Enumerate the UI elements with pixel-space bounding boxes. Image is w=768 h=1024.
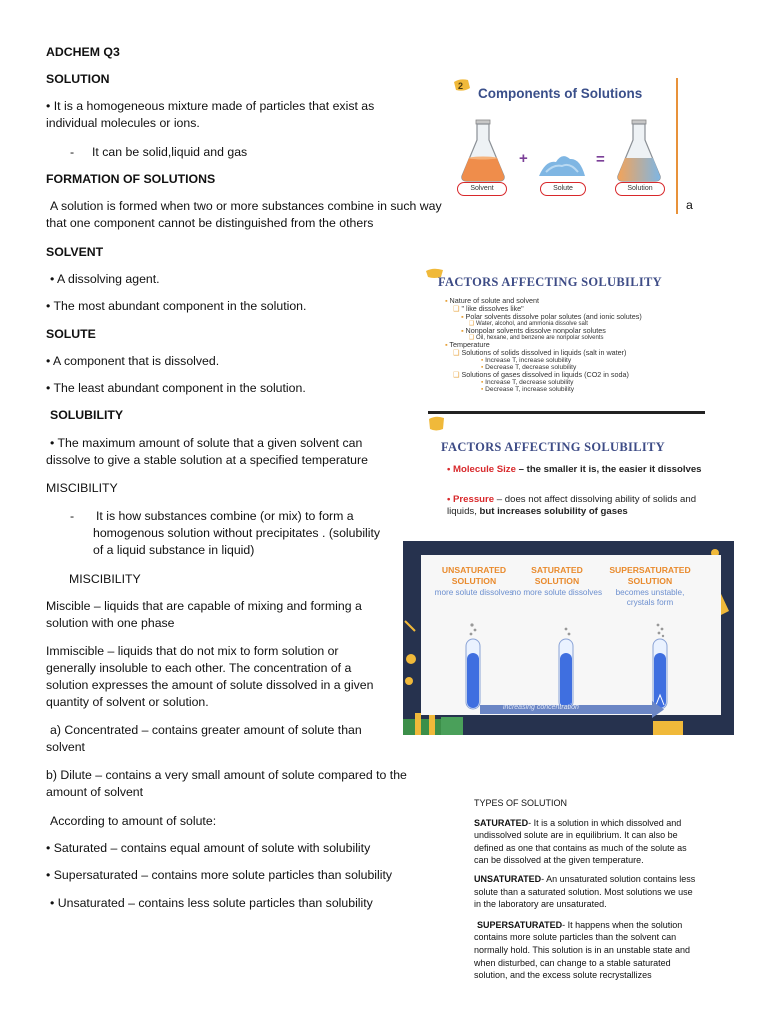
factor-line: ❑ Water, alcohol, and ammonia dissolve salt bbox=[469, 321, 588, 327]
arrow-head-icon bbox=[652, 701, 664, 718]
solubility-text: • The maximum amount of solute that a given solvent can dissolve to give a stable solution at a specified temperature bbox=[46, 436, 368, 467]
slide-top-bar bbox=[428, 411, 705, 414]
factor-line: ▪ Increase T, decrease solubility bbox=[481, 379, 574, 386]
factors-slide-2 bbox=[428, 410, 705, 540]
unsaturated-point: • Unsaturated – contains less solute particles than solubility bbox=[50, 896, 373, 910]
factor-line: ▪ Decrease T, increase solubility bbox=[481, 386, 575, 393]
solute-label: Solute bbox=[540, 182, 586, 196]
molecule-size-point: • Molecule Size – the smaller it is, the easier it dissolves bbox=[447, 464, 702, 475]
supersaturated-sub: becomes unstable, crystals form bbox=[615, 588, 685, 607]
miscibility-text: It is how substances combine (or mix) to form a homogenous solution without precipitates . (solubility of a liquid substance in liquid) bbox=[93, 509, 381, 557]
dilute-text: b) Dilute – contains a very small amount of solute compared to the amount of solvent bbox=[46, 768, 407, 799]
miscible-text: Miscible – liquids that are capable of mixing and forming a solution with one phase bbox=[46, 599, 362, 630]
solvent-point-2: • The most abundant component in the solution. bbox=[46, 299, 307, 313]
slide-title: FACTORS AFFECTING SOLUBILITY bbox=[438, 275, 662, 289]
solvent-flask-icon bbox=[458, 118, 508, 184]
slide-corner-icon bbox=[452, 76, 474, 98]
heading-miscibility: MISCIBILITY bbox=[46, 481, 118, 495]
equals-icon bbox=[595, 151, 609, 167]
heading-solvent: SOLVENT bbox=[46, 245, 104, 259]
solvent-label: Solvent bbox=[457, 182, 507, 196]
factor-line: ▪ Increase T, increase solubility bbox=[481, 357, 572, 364]
unsaturated-title: UNSATURATED SOLUTION bbox=[441, 565, 507, 586]
divider-line bbox=[676, 78, 678, 214]
factor-line: ▪ Decrease T, decrease solubility bbox=[481, 364, 577, 371]
factor-line: ❑ " like dissolves like" bbox=[453, 304, 524, 313]
heading-solute: SOLUTE bbox=[46, 327, 96, 341]
solute-pile-icon bbox=[536, 150, 588, 180]
saturated-title: SATURATED SOLUTION bbox=[531, 565, 583, 586]
saturated-sub: no more solute dissolves bbox=[511, 588, 603, 597]
factor-line: ❑ Solutions of solids dissolved in liquids (salt in water) bbox=[453, 348, 627, 357]
saturated-definition: SATURATED- It is a solution in which dissolved and undissolved solute are in equilibrium. It can also be defined as one that contains as much of the solute as can be dissolved at the given temperature. bbox=[474, 817, 687, 866]
dash-marker: - bbox=[70, 145, 75, 159]
plus-icon bbox=[518, 150, 532, 166]
supersaturated-point: • Supersaturated – contains more solute particles than solubility bbox=[46, 868, 393, 882]
solution-definition: • It is a homogeneous mixture made of particles that exist as individual molecules or ions. bbox=[46, 99, 375, 130]
saturated-point: • Saturated – contains equal amount of solute with solubility bbox=[46, 841, 371, 855]
concentrated-text: a) Concentrated – contains greater amount of solute than solvent bbox=[46, 723, 362, 754]
supersaturated-definition: SUPERSATURATED- It happens when the solution contains more solute particles than the solvent can normally hold. This solution is in an unstable state and when disturbed, can change to a stable saturated solution, and the excess solute recrystallizes bbox=[474, 919, 690, 981]
pressure-point: • Pressure – does not affect dissolving ability of solids and liquids, but increases solubility of gases bbox=[447, 494, 697, 517]
components-slide bbox=[452, 76, 678, 208]
side-letter: a bbox=[686, 198, 693, 212]
factor-line: ❑ Solutions of gases dissolved in liquids (CO2 in soda) bbox=[453, 370, 629, 379]
immiscible-text: Immiscible – liquids that do not mix to form solution or generally insoluble to each other. The concentration of a solution expresses the amount of solute dissolved in a given quantity of solvent or solution. bbox=[46, 644, 374, 709]
solute-point-1: • A component that is dissolved. bbox=[46, 354, 220, 368]
svg-text:2: 2 bbox=[458, 81, 464, 91]
heading-miscibility-2: MISCIBILITY bbox=[69, 572, 141, 586]
types-heading: TYPES OF SOLUTION bbox=[474, 798, 568, 808]
svg-text:=: = bbox=[596, 151, 605, 167]
svg-text:+: + bbox=[519, 150, 528, 166]
factor-line: ▪ Polar solvents dissolve polar solutes (and ionic solutes) bbox=[461, 312, 642, 321]
heading-solubility: SOLUBILITY bbox=[50, 408, 124, 422]
formation-text: A solution is formed when two or more substances combine in such way that one component cannot be distinguished from the others bbox=[46, 199, 442, 230]
unsaturated-definition: UNSATURATED- An unsaturated solution contains less solute than a saturated solution. Most solutions we use in the laboratory are unsaturated. bbox=[474, 873, 696, 910]
types-of-solution bbox=[474, 797, 700, 982]
solution-states: It can be solid,liquid and gas bbox=[92, 145, 248, 159]
factor-line: ❑ Oil, hexane, and benzene are nonpolar solvents bbox=[469, 335, 604, 341]
doc-title: ADCHEM Q3 bbox=[46, 45, 120, 59]
factors-slide-1 bbox=[425, 267, 705, 399]
solute-point-2: • The least abundant component in the solution. bbox=[46, 381, 306, 395]
solution-flask-icon bbox=[614, 118, 664, 184]
heading-formation: FORMATION OF SOLUTIONS bbox=[46, 172, 216, 186]
slide-title: Components of Solutions bbox=[478, 86, 643, 101]
factor-line: ▪ Temperature bbox=[445, 340, 490, 349]
unsaturated-sub: more solute dissolves bbox=[434, 588, 514, 597]
dash-marker: - bbox=[70, 509, 75, 523]
saturation-slide bbox=[403, 541, 734, 735]
slide-corner-icon bbox=[428, 415, 446, 435]
according-text: According to amount of solute: bbox=[50, 814, 217, 828]
concentration-label: increasing concentration bbox=[503, 704, 579, 711]
factor-line: ▪ Nature of solute and solvent bbox=[445, 296, 540, 305]
supersaturated-title: SUPERSATURATED SOLUTION bbox=[609, 565, 691, 586]
saturation-panel bbox=[421, 555, 721, 715]
solvent-point-1: • A dissolving agent. bbox=[50, 272, 160, 286]
slide-title: FACTORS AFFECTING SOLUBILITY bbox=[441, 440, 665, 454]
solution-label: Solution bbox=[615, 182, 665, 196]
factor-line: ▪ Nonpolar solvents dissolve nonpolar solutes bbox=[461, 326, 606, 335]
heading-solution: SOLUTION bbox=[46, 72, 110, 86]
